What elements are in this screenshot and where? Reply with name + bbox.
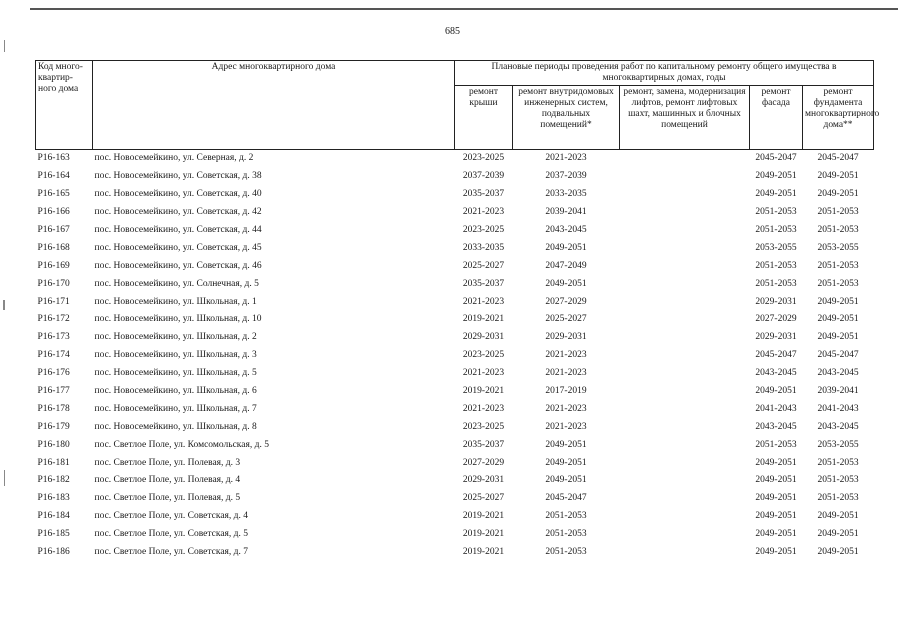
- table-row: [36, 150, 874, 168]
- cell-facade: 2049-2051: [755, 189, 797, 200]
- cell-foundation: 2049-2051: [817, 332, 859, 343]
- cell-foundation: 2039-2041: [817, 386, 859, 397]
- cell-address: пос. Новосемейкино, ул. Школьная, д. 2: [94, 332, 257, 343]
- cell-foundation: 2051-2053: [817, 475, 859, 486]
- cell-address: пос. Новосемейкино, ул. Школьная, д. 3: [94, 350, 257, 361]
- cell-code: Р16-164: [37, 171, 70, 182]
- cell-roof: 2021-2023: [462, 403, 505, 414]
- cell-facade: 2041-2043: [755, 403, 797, 414]
- cell-systems: 2045-2047: [545, 493, 587, 504]
- cell-address: пос. Новосемейкино, ул. Школьная, д. 7: [94, 403, 257, 414]
- cell-lifts: [620, 329, 750, 347]
- cell-code: Р16-184: [37, 511, 70, 522]
- cell-roof: 2025-2027: [462, 260, 505, 271]
- cell-lifts: [620, 490, 750, 508]
- cell-lifts: [620, 204, 750, 222]
- scan-artifact: [3, 300, 5, 310]
- header-code: Код много-квартир-ного дома: [36, 61, 93, 150]
- header-address: Адрес многоквартирного дома: [93, 61, 455, 150]
- cell-systems: 2049-2051: [545, 439, 587, 450]
- cell-foundation: 2043-2045: [817, 368, 859, 379]
- cell-roof: 2027-2029: [462, 457, 505, 468]
- cell-facade: 2053-2055: [755, 242, 797, 253]
- cell-roof: 2023-2025: [462, 225, 505, 235]
- cell-roof: 2023-2025: [462, 350, 505, 361]
- cell-roof: 2033-2035: [462, 242, 505, 253]
- cell-code: Р16-170: [37, 278, 70, 289]
- cell-roof: 2035-2037: [462, 189, 505, 200]
- cell-roof: 2019-2021: [462, 529, 505, 540]
- header-periods: Плановые периоды проведения работ по капитальному ремонту общего имущества в многоквартирных домах, годы: [455, 61, 874, 86]
- table-row: [36, 454, 874, 472]
- cell-roof: 2025-2027: [462, 493, 505, 504]
- cell-systems: 2049-2051: [545, 242, 587, 253]
- cell-code: Р16-178: [37, 403, 70, 414]
- cell-address: пос. Новосемейкино, ул. Школьная, д. 8: [94, 421, 257, 432]
- cell-roof: 2021-2023: [462, 368, 505, 379]
- cell-roof: 2019-2021: [462, 547, 505, 558]
- cell-code: Р16-168: [37, 242, 70, 253]
- table-row: [36, 347, 874, 365]
- cell-foundation: 2045-2047: [817, 350, 859, 361]
- cell-foundation: 2051-2053: [817, 457, 859, 468]
- cell-systems: 2051-2053: [545, 547, 587, 558]
- table-row: [36, 293, 874, 311]
- cell-facade: 2051-2053: [755, 225, 797, 235]
- cell-systems: 2021-2023: [545, 368, 587, 379]
- cell-systems: 2017-2019: [545, 386, 587, 397]
- cell-roof: 2023-2025: [455, 150, 513, 168]
- cell-facade: 2049-2051: [755, 386, 797, 397]
- cell-code: Р16-165: [37, 189, 70, 200]
- cell-roof: 2019-2021: [462, 314, 505, 325]
- table-row: [36, 400, 874, 418]
- header-roof: ремонт крыши: [455, 86, 513, 150]
- cell-systems: 2049-2051: [545, 457, 587, 468]
- table-row: [36, 168, 874, 186]
- cell-address: пос. Новосемейкино, ул. Солнечная, д. 5: [94, 278, 259, 289]
- table-row: [36, 275, 874, 293]
- cell-systems: 2021-2023: [545, 403, 587, 414]
- cell-address: пос. Новосемейкино, ул. Школьная, д. 6: [94, 386, 257, 397]
- cell-systems: 2051-2053: [545, 529, 587, 540]
- table-row: [36, 329, 874, 347]
- table-row: [36, 186, 874, 204]
- cell-foundation: 2053-2055: [817, 242, 859, 253]
- cell-facade: 2051-2053: [755, 260, 797, 271]
- table-row: [36, 472, 874, 490]
- cell-address: пос. Светлое Поле, ул. Полевая, д. 4: [94, 475, 241, 486]
- cell-lifts: [620, 186, 750, 204]
- cell-code: Р16-181: [37, 457, 70, 468]
- cell-systems: 2049-2051: [545, 475, 587, 486]
- cell-lifts: [620, 436, 750, 454]
- cell-lifts: [620, 454, 750, 472]
- cell-address: пос. Светлое Поле, ул. Советская, д. 5: [94, 529, 249, 540]
- cell-foundation: 2051-2053: [817, 278, 859, 289]
- cell-foundation: 2041-2043: [817, 403, 859, 414]
- cell-roof: 2029-2031: [462, 475, 505, 486]
- cell-systems: 2047-2049: [545, 260, 587, 271]
- cell-lifts: [620, 168, 750, 186]
- cell-address: пос. Новосемейкино, ул. Школьная, д. 1: [94, 296, 257, 307]
- cell-lifts: [620, 418, 750, 436]
- cell-address: пос. Новосемейкино, ул. Советская, д. 45: [94, 242, 262, 253]
- cell-lifts: [620, 293, 750, 311]
- cell-roof: 2019-2021: [462, 386, 505, 397]
- cell-lifts: [620, 311, 750, 329]
- cell-lifts: [620, 239, 750, 257]
- cell-foundation: 2049-2051: [817, 171, 859, 182]
- cell-facade: 2049-2051: [755, 457, 797, 468]
- cell-foundation: 2045-2047: [803, 150, 874, 168]
- table-row: [36, 365, 874, 383]
- cell-code: Р16-176: [37, 368, 70, 379]
- cell-foundation: 2051-2053: [817, 260, 859, 271]
- cell-systems: 2029-2031: [545, 332, 587, 343]
- cell-systems: 2033-2035: [545, 189, 587, 200]
- cell-facade: 2051-2053: [755, 207, 797, 218]
- cell-facade: 2027-2029: [755, 314, 797, 325]
- table-row: [36, 257, 874, 275]
- cell-roof: 2021-2023: [462, 296, 505, 307]
- cell-code: Р16-177: [37, 386, 70, 397]
- cell-facade: 2043-2045: [755, 368, 797, 379]
- cell-foundation: 2051-2053: [817, 225, 859, 235]
- cell-address: пос. Светлое Поле, ул. Полевая, д. 5: [94, 493, 241, 504]
- cell-code: Р16-173: [37, 332, 70, 343]
- cell-systems: 2021-2023: [545, 421, 587, 432]
- cell-lifts: [620, 365, 750, 383]
- cell-facade: 2049-2051: [755, 171, 797, 182]
- cell-lifts: [620, 347, 750, 365]
- cell-lifts: [620, 526, 750, 544]
- table-row: [36, 222, 874, 240]
- cell-lifts: [620, 508, 750, 526]
- cell-foundation: 2049-2051: [817, 189, 859, 200]
- header-systems: ремонт внутридомовых инженерных систем, подвальных помещений*: [513, 86, 620, 150]
- cell-address: пос. Светлое Поле, ул. Полевая, д. 3: [94, 457, 241, 468]
- header-foundation: ремонт фундамента многоквартирного дома**: [803, 86, 874, 150]
- cell-systems: 2021-2023: [513, 150, 620, 168]
- cell-roof: 2019-2021: [462, 511, 505, 522]
- cell-facade: 2049-2051: [755, 547, 797, 558]
- cell-foundation: 2049-2051: [817, 314, 859, 325]
- cell-systems: 2039-2041: [545, 207, 587, 218]
- scan-artifact: [4, 40, 5, 52]
- cell-systems: 2027-2029: [545, 296, 587, 307]
- cell-address: пос. Новосемейкино, ул. Северная, д. 2: [93, 150, 455, 168]
- cell-lifts: [620, 257, 750, 275]
- cell-code: Р16-182: [37, 475, 70, 486]
- cell-facade: 2043-2045: [755, 421, 797, 432]
- cell-address: пос. Новосемейкино, ул. Школьная, д. 5: [94, 368, 257, 379]
- cell-lifts: [620, 400, 750, 418]
- page-number: 685: [445, 26, 460, 37]
- cell-systems: 2021-2023: [545, 350, 587, 361]
- cell-systems: 2037-2039: [545, 171, 587, 182]
- cell-code: Р16-167: [37, 225, 70, 235]
- header-facade: ремонт фасада: [750, 86, 803, 150]
- cell-code: Р16-180: [37, 439, 70, 450]
- table-row: [36, 544, 874, 562]
- cell-roof: 2037-2039: [462, 171, 505, 182]
- cell-address: пос. Новосемейкино, ул. Школьная, д. 10: [94, 314, 262, 325]
- header-lifts: ремонт, замена, модернизация лифтов, ремонт лифтовых шахт, машинных и блочных помещений: [620, 86, 750, 150]
- cell-foundation: 2051-2053: [817, 207, 859, 218]
- cell-address: пос. Новосемейкино, ул. Советская, д. 42: [94, 207, 262, 218]
- cell-facade: 2029-2031: [755, 296, 797, 307]
- cell-roof: 2021-2023: [462, 207, 505, 218]
- cell-address: пос. Новосемейкино, ул. Советская, д. 44: [94, 225, 262, 235]
- table-body: [36, 150, 874, 562]
- cell-code: Р16-171: [37, 296, 70, 307]
- cell-foundation: 2043-2045: [817, 421, 859, 432]
- cell-systems: 2043-2045: [545, 225, 587, 235]
- cell-code: Р16-163: [36, 150, 93, 168]
- cell-roof: 2029-2031: [462, 332, 505, 343]
- cell-address: пос. Новосемейкино, ул. Советская, д. 38: [94, 171, 262, 182]
- cell-code: Р16-172: [37, 314, 70, 325]
- table-row: [36, 490, 874, 508]
- cell-lifts: [620, 544, 750, 562]
- cell-foundation: 2049-2051: [817, 511, 859, 522]
- table-row: [36, 311, 874, 329]
- cell-facade: 2051-2053: [755, 278, 797, 289]
- cell-lifts: [620, 150, 750, 168]
- cell-lifts: [620, 383, 750, 401]
- cell-systems: 2049-2051: [545, 278, 587, 289]
- table-row: [36, 436, 874, 454]
- repair-schedule-table: [35, 60, 880, 561]
- table-row: [36, 508, 874, 526]
- cell-address: пос. Новосемейкино, ул. Советская, д. 46: [94, 260, 262, 271]
- cell-facade: 2049-2051: [755, 529, 797, 540]
- cell-facade: 2045-2047: [755, 350, 797, 361]
- cell-systems: 2025-2027: [545, 314, 587, 325]
- cell-facade: 2029-2031: [755, 332, 797, 343]
- cell-foundation: 2051-2053: [817, 493, 859, 504]
- cell-facade: 2051-2053: [755, 439, 797, 450]
- table-row: [36, 418, 874, 436]
- cell-facade: 2045-2047: [750, 150, 803, 168]
- cell-foundation: 2049-2051: [817, 296, 859, 307]
- cell-code: Р16-186: [37, 547, 70, 558]
- cell-lifts: [620, 472, 750, 490]
- cell-facade: 2049-2051: [755, 493, 797, 504]
- cell-code: Р16-174: [37, 350, 70, 361]
- cell-facade: 2049-2051: [755, 511, 797, 522]
- cell-roof: 2035-2037: [462, 439, 505, 450]
- cell-address: пос. Новосемейкино, ул. Советская, д. 40: [94, 189, 262, 200]
- table-row: [36, 383, 874, 401]
- cell-address: пос. Светлое Поле, ул. Комсомольская, д. 5: [94, 439, 269, 450]
- table-row: [36, 526, 874, 544]
- cell-lifts: [620, 275, 750, 293]
- cell-address: пос. Светлое Поле, ул. Советская, д. 4: [94, 511, 249, 522]
- cell-roof: 2023-2025: [462, 421, 505, 432]
- cell-foundation: 2049-2051: [817, 529, 859, 540]
- cell-foundation: 2053-2055: [817, 439, 859, 450]
- cell-roof: 2035-2037: [462, 278, 505, 289]
- cell-code: Р16-166: [37, 207, 70, 218]
- table-row: [36, 204, 874, 222]
- cell-systems: 2051-2053: [545, 511, 587, 522]
- cell-code: Р16-169: [37, 260, 70, 271]
- scan-artifact: [4, 470, 5, 486]
- table-row: [36, 239, 874, 257]
- cell-lifts: [620, 222, 750, 240]
- cell-code: Р16-185: [37, 529, 70, 540]
- cell-facade: 2049-2051: [755, 475, 797, 486]
- cell-address: пос. Светлое Поле, ул. Советская, д. 7: [94, 547, 249, 558]
- cell-code: Р16-183: [37, 493, 70, 504]
- cell-foundation: 2049-2051: [817, 547, 859, 558]
- cell-code: Р16-179: [37, 421, 70, 432]
- top-rule: [30, 8, 898, 10]
